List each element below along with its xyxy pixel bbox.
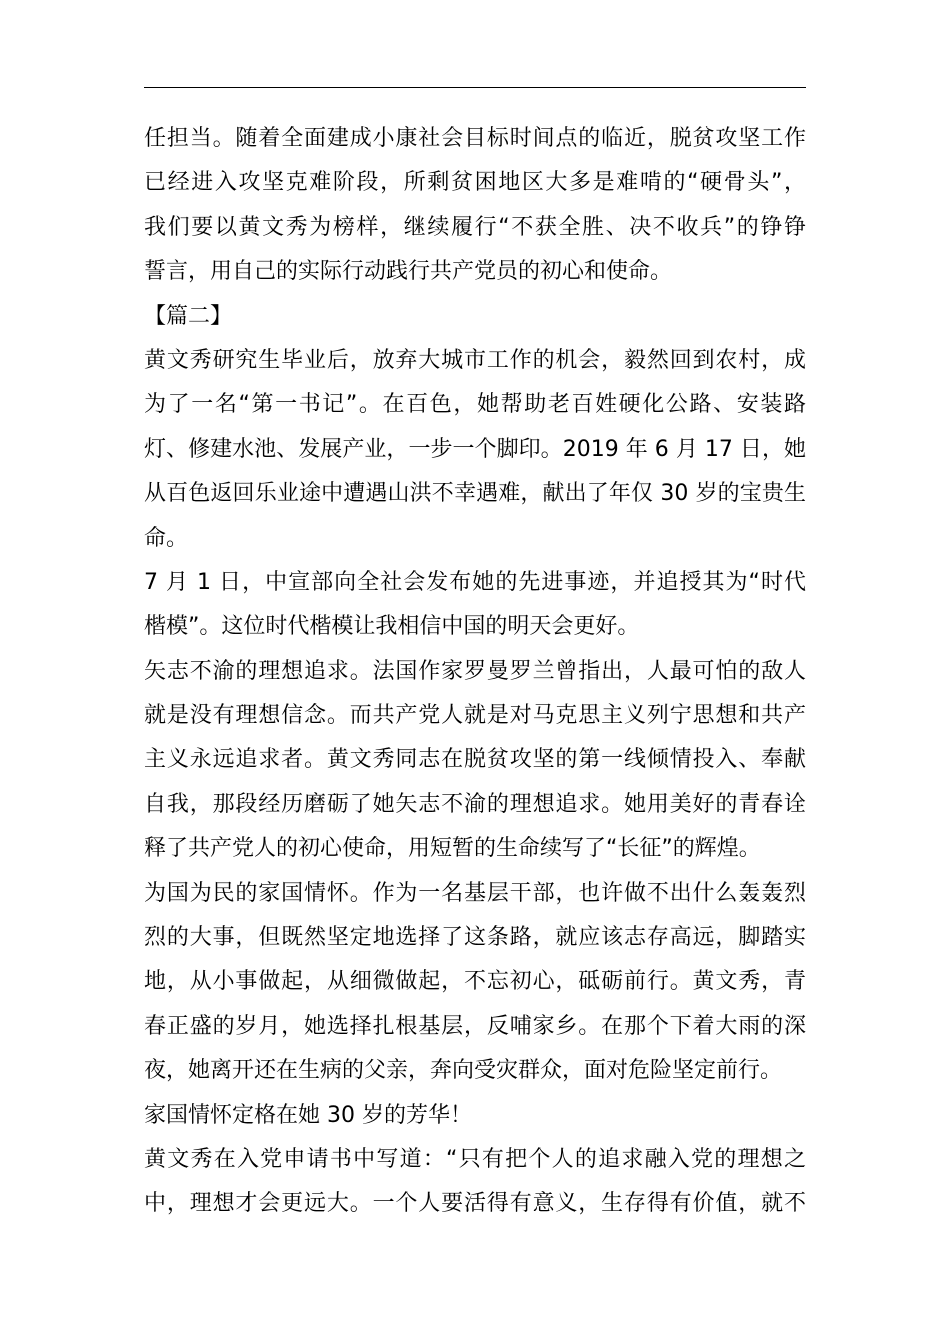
text-line: 7 月 1 日，中宣部向全社会发布她的先进事迹，并追授其为“时代 — [144, 569, 806, 595]
text-line: 命。 — [144, 525, 189, 551]
text-line: 黄文秀在入党申请书中写道：“只有把个人的追求融入党的理想之 — [144, 1146, 806, 1172]
text-line: 从百色返回乐业途中遭遇山洪不幸遇难，献出了年仅 30 岁的宝贵生 — [144, 481, 806, 507]
text-line: 楷模”。这位时代楷模让我相信中国的明天会更好。 — [144, 614, 640, 640]
text-line: 释了共产党人的初心使命，用短暂的生命续写了“长征”的辉煌。 — [144, 836, 761, 862]
text-line: 主义永远追求者。黄文秀同志在脱贫攻坚的第一线倾情投入、奉献 — [144, 747, 806, 773]
section-heading: 【篇二】 — [144, 303, 233, 329]
text-line: 自我，那段经历磨砺了她矢志不渝的理想追求。她用美好的青春诠 — [144, 791, 806, 817]
text-line: 为国为民的家国情怀。作为一名基层干部，也许做不出什么轰轰烈 — [144, 880, 806, 906]
text-line: 家国情怀定格在她 30 岁的芳华！ — [144, 1102, 472, 1128]
document-body — [144, 117, 806, 1227]
text-line: 誓言，用自己的实际行动践行共产党员的初心和使命。 — [144, 259, 673, 285]
header-rule — [144, 87, 806, 88]
text-line: 任担当。随着全面建成小康社会目标时间点的临近，脱贫攻坚工作 — [144, 126, 806, 151]
text-line: 黄文秀研究生毕业后，放弃大城市工作的机会，毅然回到农村，成 — [144, 347, 806, 373]
text-line: 矢志不渝的理想追求。法国作家罗曼罗兰曾指出，人最可怕的敌人 — [144, 658, 806, 684]
text-line: 灯、修建水池、发展产业，一步一个脚印。2019 年 6 月 17 日，她 — [144, 436, 806, 462]
text-line: 地，从小事做起，从细微做起，不忘初心，砥砺前行。黄文秀，青 — [144, 969, 806, 995]
text-line: 中，理想才会更远大。一个人要活得有意义，生存得有价值，就不 — [144, 1191, 806, 1217]
text-line: 为了一名“第一书记”。在百色，她帮助老百姓硬化公路、安装路 — [144, 392, 806, 418]
text-line: 烈的大事，但既然坚定地选择了这条路，就应该志存高远，脚踏实 — [144, 925, 806, 951]
text-line: 就是没有理想信念。而共产党人就是对马克思主义列宁思想和共产 — [144, 703, 806, 729]
text-line: 夜，她离开还在生病的父亲，奔向受灾群众，面对危险坚定前行。 — [144, 1058, 783, 1084]
text-line: 已经进入攻坚克难阶段，所剩贫困地区大多是难啃的“硬骨头”， — [144, 170, 806, 196]
text-line: 春正盛的岁月，她选择扎根基层，反哺家乡。在那个下着大雨的深 — [144, 1013, 806, 1039]
text-line: 我们要以黄文秀为榜样，继续履行“不获全胜、决不收兵”的铮铮 — [144, 214, 806, 240]
